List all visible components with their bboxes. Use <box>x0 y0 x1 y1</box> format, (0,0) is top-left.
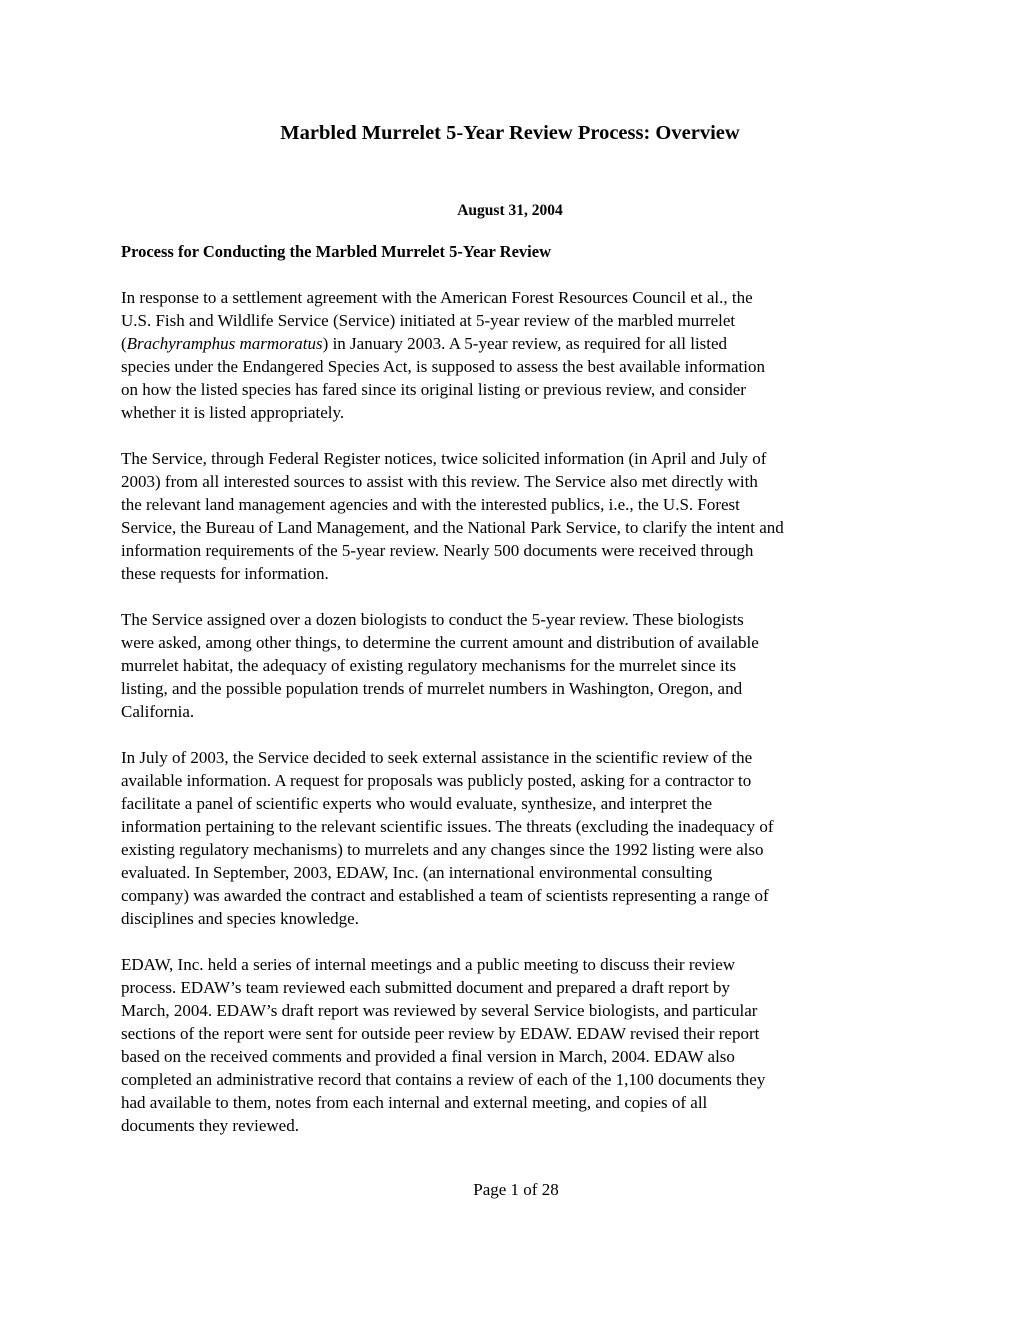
text-line: process. EDAW’s team reviewed each submitted document and prepared a draft report by <box>121 978 730 997</box>
paragraph <box>121 953 921 1137</box>
paragraph <box>121 286 921 424</box>
document-date: August 31, 2004 <box>457 202 563 219</box>
text-line: whether it is listed appropriately. <box>121 403 345 422</box>
paragraph <box>121 447 921 585</box>
document-title: Marbled Murrelet 5-Year Review Process: Overview <box>280 122 740 144</box>
text-line: company) was awarded the contract and established a team of scientists representing a range of <box>121 886 769 905</box>
section-heading: Process for Conducting the Marbled Murrelet 5-Year Review <box>121 242 551 261</box>
text-line <box>121 332 921 355</box>
text-line: In July of 2003, the Service decided to seek external assistance in the scientific review of the <box>121 748 753 767</box>
text-line: evaluated. In September, 2003, EDAW, Inc. (an international environmental consulting <box>121 863 713 882</box>
text-line: EDAW, Inc. held a series of internal meetings and a public meeting to discuss their review <box>121 955 736 974</box>
text-line: listing, and the possible population trends of murrelet numbers in Washington, Oregon, and <box>121 679 743 698</box>
text-line: U.S. Fish and Wildlife Service (Service) initiated at 5-year review of the marbled murrelet <box>121 311 736 330</box>
text-line: Service, the Bureau of Land Management, and the National Park Service, to clarify the intent and <box>121 518 784 537</box>
page-number: Page 1 of 28 <box>473 1180 559 1199</box>
species-name: Brachyramphus marmoratus <box>126 334 323 353</box>
text-line: disciplines and species knowledge. <box>121 909 359 928</box>
text-line: sections of the report were sent for outside peer review by EDAW. EDAW revised their report <box>121 1024 760 1043</box>
text-line: In response to a settlement agreement with the American Forest Resources Council et al., the <box>121 288 753 307</box>
text-fragment: ( <box>121 334 127 353</box>
text-line: species under the Endangered Species Act, is supposed to assess the best available information <box>121 357 765 376</box>
document-body <box>121 286 921 1160</box>
text-line: these requests for information. <box>121 564 329 583</box>
text-line: completed an administrative record that contains a review of each of the 1,100 documents they <box>121 1070 766 1089</box>
text-line: documents they reviewed. <box>121 1116 299 1135</box>
paragraph <box>121 746 921 930</box>
text-line: The Service, through Federal Register notices, twice solicited information (in April and July of <box>121 449 767 468</box>
text-line: had available to them, notes from each internal and external meeting, and copies of all <box>121 1093 708 1112</box>
text-line: March, 2004. EDAW’s draft report was reviewed by several Service biologists, and particular <box>121 1001 758 1020</box>
text-line: California. <box>121 702 195 721</box>
text-line: were asked, among other things, to determine the current amount and distribution of available <box>121 633 759 652</box>
text-line: on how the listed species has fared since its original listing or previous review, and consider <box>121 380 746 399</box>
text-line: The Service assigned over a dozen biologists to conduct the 5-year review. These biologists <box>121 610 744 629</box>
text-line: the relevant land management agencies and with the interested publics, i.e., the U.S. Forest <box>121 495 740 514</box>
text-line: murrelet habitat, the adequacy of existing regulatory mechanisms for the murrelet since its <box>121 656 737 675</box>
text-line: existing regulatory mechanisms) to murrelets and any changes since the 1992 listing were also <box>121 840 764 859</box>
paragraph <box>121 608 921 723</box>
text-line: based on the received comments and provided a final version in March, 2004. EDAW also <box>121 1047 735 1066</box>
text-line: available information. A request for proposals was publicly posted, asking for a contractor to <box>121 771 752 790</box>
text-fragment: ) in January 2003. A 5-year review, as required for all listed <box>322 334 728 353</box>
text-line: 2003) from all interested sources to assist with this review. The Service also met directly with <box>121 472 758 491</box>
text-line: facilitate a panel of scientific experts who would evaluate, synthesize, and interpret the <box>121 794 712 813</box>
text-line: information pertaining to the relevant scientific issues. The threats (excluding the inadequacy of <box>121 817 774 836</box>
text-line: information requirements of the 5-year review. Nearly 500 documents were received through <box>121 541 754 560</box>
